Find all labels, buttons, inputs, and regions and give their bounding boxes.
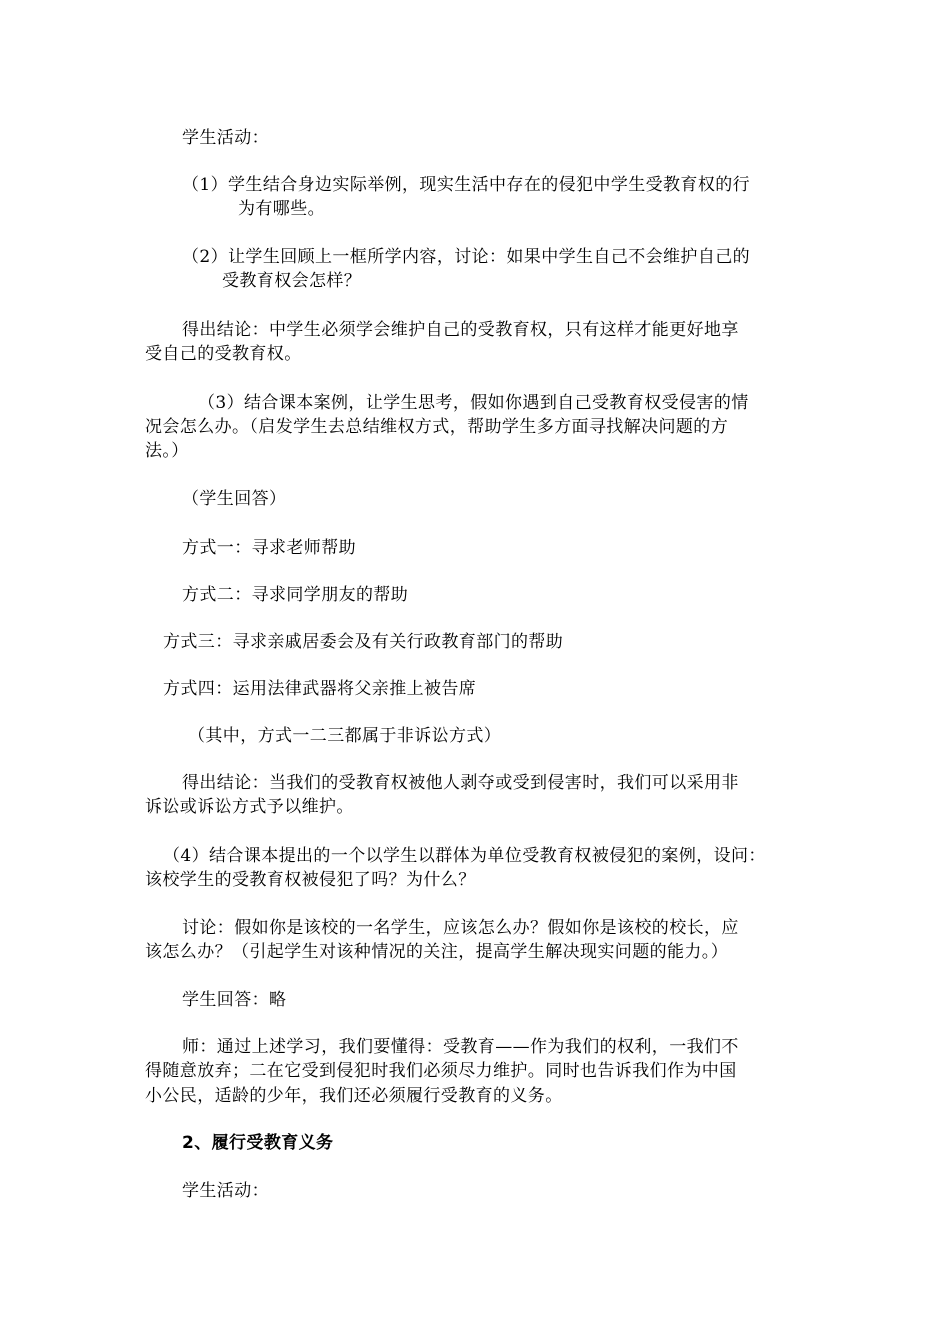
paragraph-item-2-line-1: （2）让学生回顾上一框所学内容，讨论：如果中学生自己不会维护自己的 <box>182 247 751 267</box>
paragraph-teacher-line-3: 小公民，适龄的少年，我们还必须履行受教育的义务。 <box>145 1086 563 1106</box>
paragraph-item-1-line-1: （1）学生结合身边实际举例，现实生活中存在的侵犯中学生受教育权的行 <box>182 175 751 195</box>
paragraph-conclusion-2-line-1: 得出结论：当我们的受教育权被他人剥夺或受到侵害时，我们可以采用非 <box>182 773 739 793</box>
paragraph-item-3-line-1: （3）结合课本案例，让学生思考，假如你遇到自己受教育权受侵害的情 <box>198 393 749 413</box>
paragraph-method-2: 方式二：寻求同学朋友的帮助 <box>182 585 409 605</box>
paragraph-discussion-line-2: 该怎么办？（引起学生对该种情况的关注，提高学生解决现实问题的能力。） <box>145 942 729 962</box>
paragraph-student-activity-2: 学生活动： <box>182 1181 269 1201</box>
paragraph-teacher-line-1: 师：通过上述学习，我们要懂得：受教育——作为我们的权利，一我们不 <box>182 1037 739 1057</box>
paragraph-conclusion-1-line-2: 受自己的受教育权。 <box>145 344 302 364</box>
paragraph-teacher-line-2: 得随意放弃；二在它受到侵犯时我们必须尽力维护。同时也告诉我们作为中国 <box>145 1061 737 1081</box>
paragraph-discussion-line-1: 讨论：假如你是该校的一名学生，应该怎么办？假如你是该校的校长，应 <box>182 918 739 938</box>
paragraph-item-4-line-1: （4）结合课本提出的一个以学生以群体为单位受教育权被侵犯的案例，设问： <box>163 846 766 866</box>
paragraph-student-activity: 学生活动： <box>182 128 269 148</box>
paragraph-item-4-line-2: 该校学生的受教育权被侵犯了吗？为什么？ <box>145 870 476 890</box>
paragraph-method-1: 方式一：寻求老师帮助 <box>182 538 356 558</box>
section-heading: 2、履行受教育义务 <box>182 1133 334 1153</box>
paragraph-student-answer: （学生回答） <box>182 489 287 509</box>
paragraph-method-3: 方式三：寻求亲戚居委会及有关行政教育部门的帮助 <box>163 632 564 652</box>
paragraph-method-4: 方式四：运用法律武器将父亲推上被告席 <box>163 679 477 699</box>
paragraph-item-3-line-2: 况会怎么办。（启发学生去总结维权方式，帮助学生多方面寻找解决问题的方 <box>145 417 729 437</box>
paragraph-item-1-line-2: 为有哪些。 <box>238 199 325 219</box>
paragraph-conclusion-2-line-2: 诉讼或诉讼方式予以维护。 <box>145 797 354 817</box>
paragraph-conclusion-1-line-1: 得出结论：中学生必须学会维护自己的受教育权，只有这样才能更好地享 <box>182 320 739 340</box>
paragraph-student-answer-brief: 学生回答：略 <box>182 990 287 1010</box>
paragraph-method-note: （其中，方式一二三都属于非诉讼方式） <box>188 726 502 746</box>
paragraph-item-3-line-3: 法。） <box>145 441 189 461</box>
paragraph-item-2-line-2: 受教育权会怎样？ <box>222 271 362 291</box>
